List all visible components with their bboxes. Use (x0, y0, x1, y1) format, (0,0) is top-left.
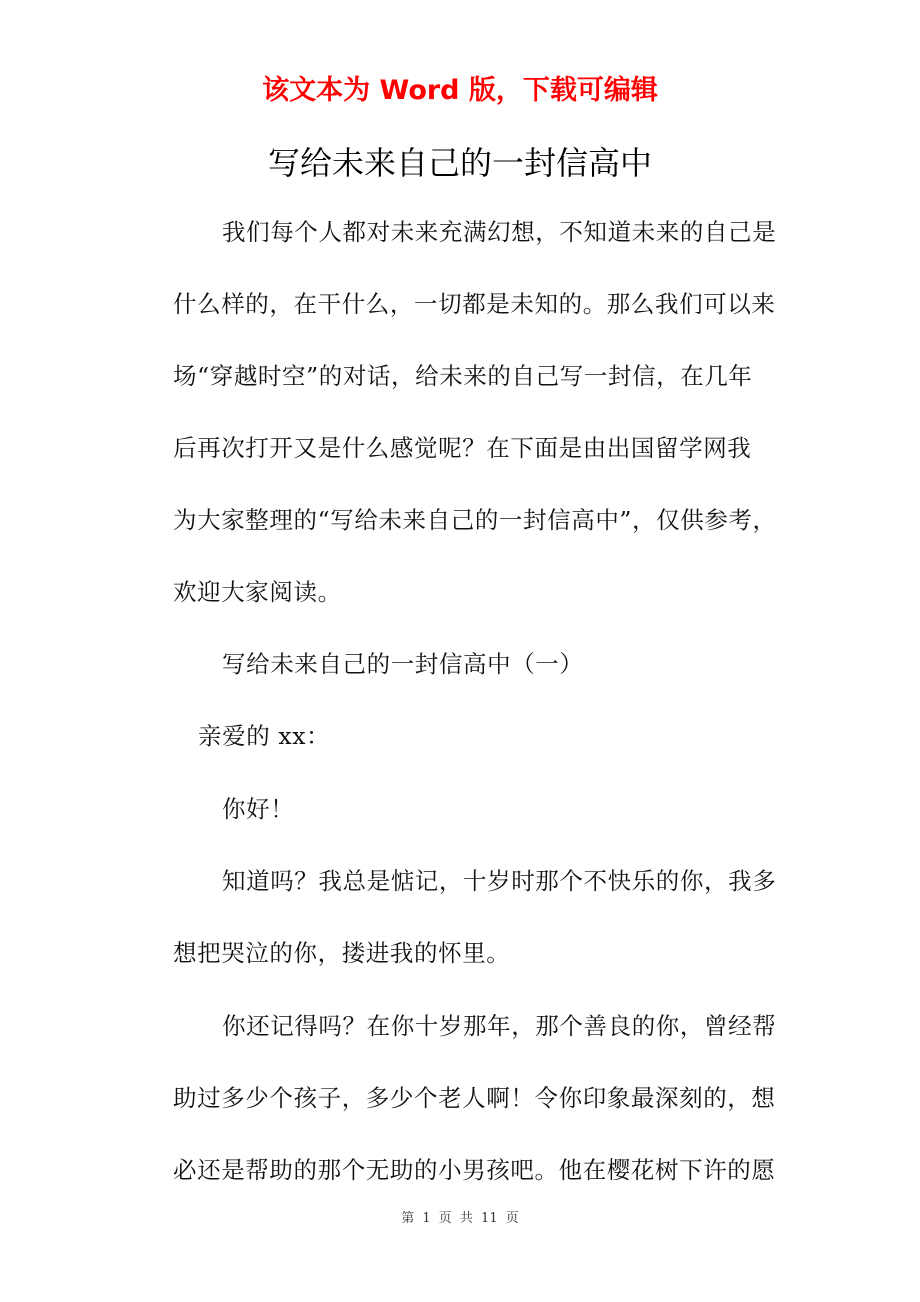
page-footer: 第 1 页 共 11 页 (401, 1211, 519, 1226)
paragraph-line: 欢迎大家阅读。 (173, 578, 342, 606)
paragraph-line: 知道吗？我总是惦记，十岁时那个不快乐的你，我多 (222, 867, 777, 895)
paragraph-line: 助过多少个孩子，多少个老人啊！令你印象最深刻的，想 (173, 1084, 776, 1112)
salutation: 亲爱的 xx： (198, 722, 331, 750)
paragraph-line: 你还记得吗？在你十岁那年，那个善良的你，曾经帮 (222, 1012, 777, 1040)
paragraph-line: 必还是帮助的那个无助的小男孩吧。他在樱花树下许的愿 (173, 1156, 776, 1184)
document-title: 写给未来自己的一封信高中 (267, 144, 652, 182)
paragraph-line: 后再次打开又是什么感觉呢？在下面是由出国留学网我 (173, 434, 752, 462)
paragraph-line: 我们每个人都对未来充满幻想，不知道未来的自己是 (222, 218, 777, 246)
paragraph-line: 场“穿越时空”的对话，给未来的自己写一封信，在几年 (173, 362, 753, 390)
word-version-banner: 该文本为 Word 版，下载可编辑 (262, 75, 658, 106)
greeting: 你好！ (222, 795, 295, 823)
paragraph-line: 什么样的，在干什么，一切都是未知的。那么我们可以来 (173, 290, 776, 318)
paragraph-line: 想把哭泣的你，搂进我的怀里。 (173, 939, 511, 967)
section-heading: 写给未来自己的一封信高中（一） (222, 650, 584, 678)
paragraph-line: 为大家整理的“写给未来自己的一封信高中”，仅供参考， (173, 506, 777, 534)
